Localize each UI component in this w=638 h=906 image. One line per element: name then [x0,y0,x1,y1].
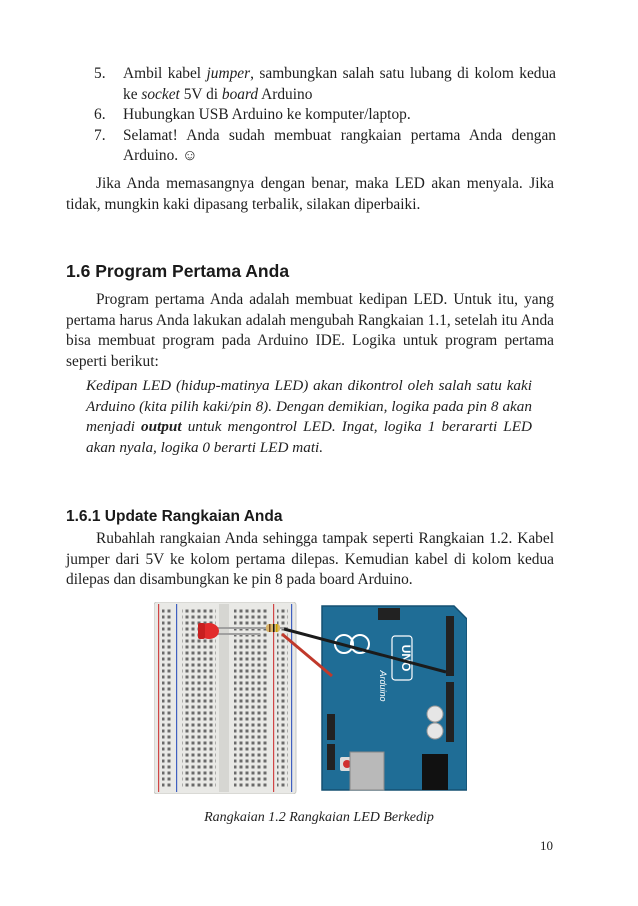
step-item [66,64,556,105]
subsection-paragraph: Rubahlah rangkaian Anda sehingga tampak seperti Rangkaian 1.2. Kabel jumper dari 5V ke kolom pertama dilepas. Kemudian kabel di kolom kedua dilepas dan disambungkan ke pin 8 pada board Arduino. [66,530,554,588]
step-number: 5. [94,65,106,82]
page-number: 10 [540,838,553,853]
figure-caption: Rangkaian 1.2 Rangkaian LED Berkedip [204,810,434,825]
step-item [66,126,556,167]
brand-label: Arduino [378,670,388,702]
step-text: Ambil kabel jumper, sambungkan salah satu lubang di kolom kedua ke socket 5V di board Arduino [123,65,557,103]
step-text: Hubungkan USB Arduino ke komputer/laptop. [123,106,411,123]
section-paragraph: Program pertama Anda adalah membuat kedipan LED. Untuk itu, yang pertama harus Anda lakukan adalah mengubah Rangkaian 1.1, setelah itu Anda bisa membuat program pada Arduino IDE. Logika untuk program pertama seperti berikut: [66,291,554,370]
arduino-board [322,606,467,790]
step-item [66,105,556,126]
output-keyword: output [141,418,182,435]
logic-quote: Kedipan LED (hidup-matinya LED) akan dikontrol oleh salah satu kaki Arduino (kita pilih kaki/pin 8). Dengan demikian, logika pada pin 8 akan menjadi output untuk mengontrol LED. Ingat, logika 1 berararti LED akan nyala, logika 0 berarti LED mati. [86,377,532,456]
step-text: Selamat! Anda sudah membuat rangkaian pertama Anda dengan Arduino. ☺ [123,126,556,164]
section-heading: 1.6 Program Pertama Anda [66,261,290,281]
circuit-figure [154,602,467,794]
intro-paragraph: Jika Anda memasangnya dengan benar, maka LED akan menyala. Jika tidak, mungkin kaki dipasang terbalik, silakan diperbaiki. [66,175,554,213]
subsection-heading: 1.6.1 Update Rangkaian Anda [66,508,283,525]
step-number: 6. [94,106,106,123]
board-label: UNO [399,644,413,672]
step-number: 7. [94,126,106,144]
step-list [66,64,556,167]
